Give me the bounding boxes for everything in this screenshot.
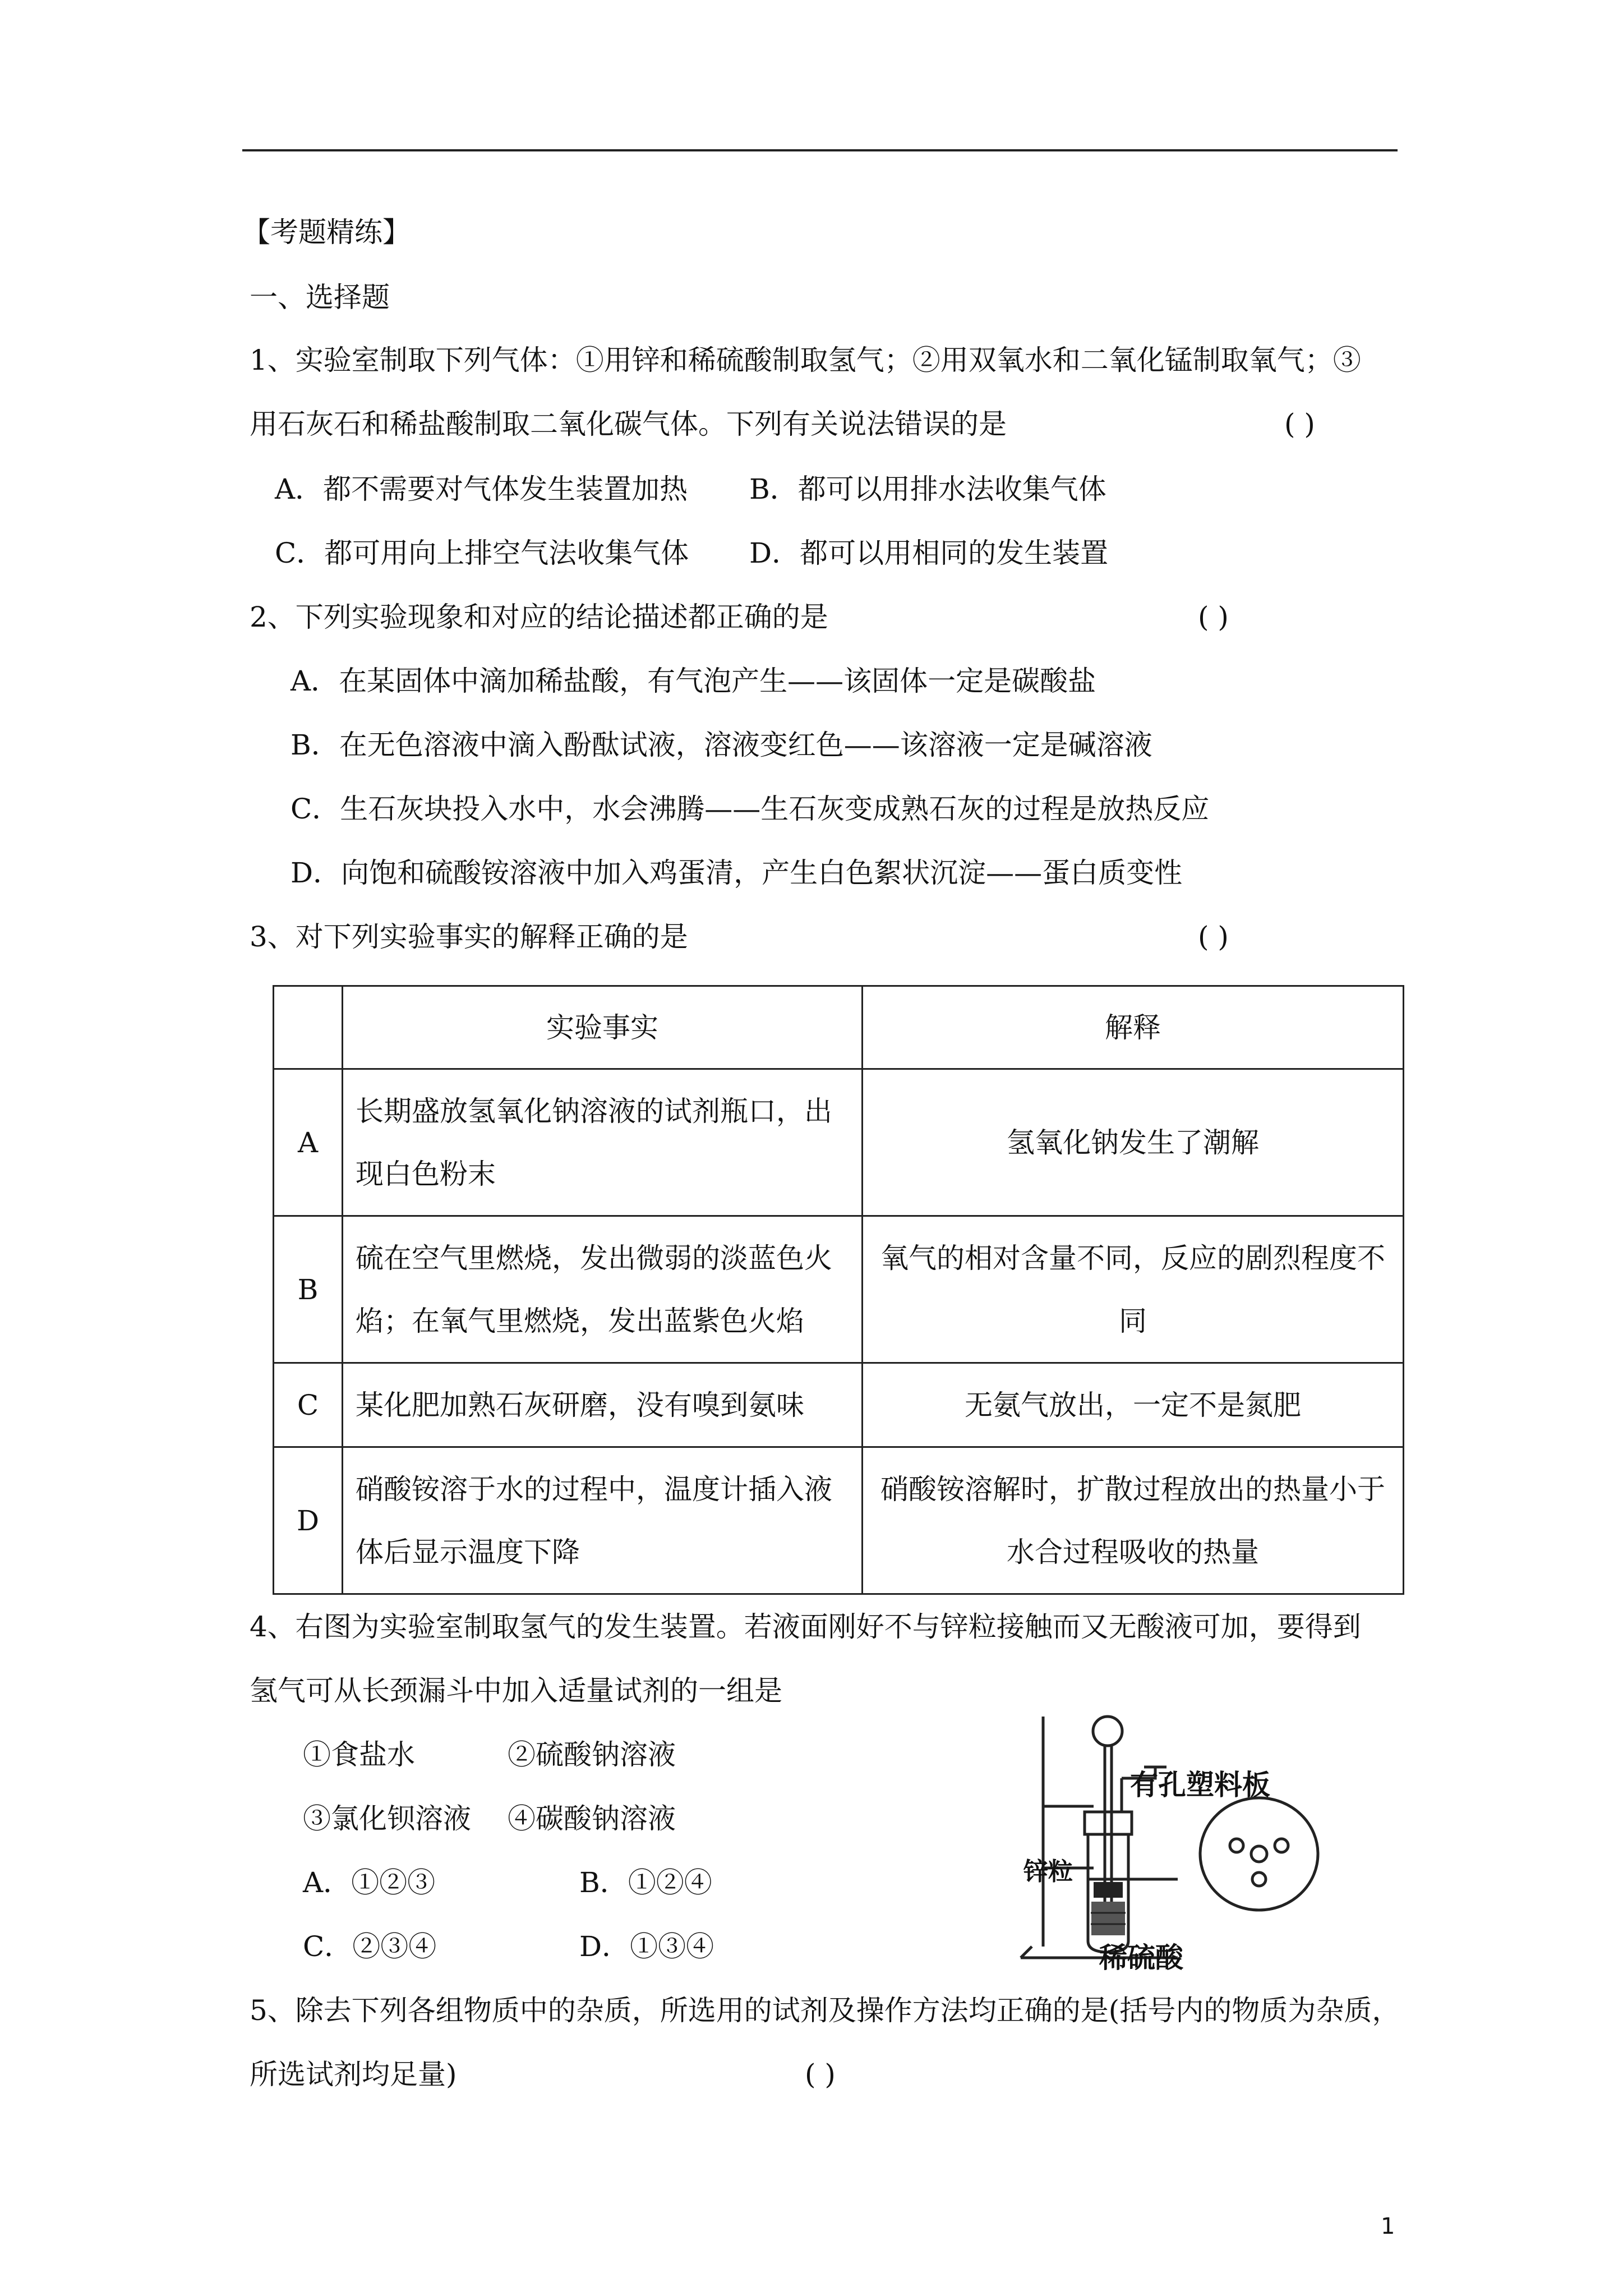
fact-cell xyxy=(343,1069,863,1216)
fact-line: 焰；在氧气里燃烧，发出蓝紫色火焰 xyxy=(356,1304,804,1337)
row-label: D xyxy=(274,1447,343,1594)
q1-option-a: A．都不需要对气体发生装置加热 xyxy=(275,473,688,505)
q3-bracket: ( ) xyxy=(1198,921,1229,953)
explanation-cell xyxy=(863,1447,1404,1594)
q2-bracket: ( ) xyxy=(1198,601,1229,633)
table-header-cell xyxy=(274,986,343,1069)
q3-table xyxy=(273,985,1404,1595)
q4-line1: 4、右图为实验室制取氢气的发生装置。若液面刚好不与锌粒接触而又无酸液可加，要得到 xyxy=(250,1611,1361,1643)
page-number: 1 xyxy=(1381,2214,1395,2239)
table-row xyxy=(274,1363,1404,1447)
fact-cell xyxy=(343,1216,863,1363)
q4-option-d: D．①③④ xyxy=(579,1930,714,1963)
explanation-line: 氧气的相对含量不同，反应的剧烈程度不 xyxy=(880,1241,1385,1274)
q1-option-d: D．都可以用相同的发生装置 xyxy=(749,537,1109,569)
explanation-line: 同 xyxy=(1119,1304,1147,1337)
q2-option-b: B．在无色溶液中滴入酚酞试液，溶液变红色——该溶液一定是碱溶液 xyxy=(291,729,1152,761)
table-header-row xyxy=(274,986,1404,1069)
table-row xyxy=(274,1447,1404,1594)
q2-option-a: A．在某固体中滴加稀盐酸，有气泡产生——该固体一定是碳酸盐 xyxy=(291,665,1096,697)
q2-option-d: D．向饱和硫酸铵溶液中加入鸡蛋清，产生白色絮状沉淀——蛋白质变性 xyxy=(291,857,1183,889)
explanation-line: 氢氧化钠发生了潮解 xyxy=(1007,1126,1259,1159)
fact-line: 现白色粉末 xyxy=(356,1157,496,1190)
q5-line1: 5、除去下列各组物质中的杂质，所选用的试剂及操作方法均正确的是(括号内的物质为杂质， xyxy=(250,1994,1400,2027)
q4-item-2: ②硫酸钠溶液 xyxy=(508,1738,676,1771)
fact-cell xyxy=(343,1447,863,1594)
explanation-cell: 无氨气放出，一定不是氮肥 xyxy=(863,1363,1404,1447)
row-label: B xyxy=(274,1216,343,1363)
label-zinc: 锌粒 xyxy=(1023,1857,1073,1886)
part-title: 一、选择题 xyxy=(250,281,390,314)
table-header-cell: 解释 xyxy=(863,986,1404,1069)
q4-option-c: C．②③④ xyxy=(303,1930,437,1963)
row-label: C xyxy=(274,1363,343,1447)
table-row xyxy=(274,1216,1404,1363)
header-rule xyxy=(242,149,1398,151)
label-dilute-sulfuric-acid: 稀硫酸 xyxy=(1099,1941,1183,1974)
q4-option-b: B．①②④ xyxy=(579,1866,712,1899)
q2-stem: 2、下列实验现象和对应的结论描述都正确的是 xyxy=(250,601,828,633)
hydrogen-apparatus-figure xyxy=(1009,1711,1346,1975)
q4-item-4: ④碳酸钠溶液 xyxy=(508,1802,676,1835)
section-title: 【考题精练】 xyxy=(242,216,411,249)
row-label: A xyxy=(274,1069,343,1216)
q1-option-c: C．都可用向上排空气法收集气体 xyxy=(275,537,689,569)
fact-cell: 某化肥加熟石灰研磨，没有嗅到氨味 xyxy=(343,1363,863,1447)
q1-option-b: B．都可以用排水法收集气体 xyxy=(749,473,1106,505)
fact-line: 硫在空气里燃烧，发出微弱的淡蓝色火 xyxy=(356,1241,832,1274)
fact-line: 长期盛放氢氧化钠溶液的试剂瓶口，出 xyxy=(356,1094,832,1128)
explanation-line: 硝酸铵溶解时，扩散过程放出的热量小于 xyxy=(880,1473,1385,1506)
fact-line: 体后显示温度下降 xyxy=(356,1535,580,1568)
q5-bracket: ( ) xyxy=(805,2058,836,2091)
q5-line2: 所选试剂均足量) xyxy=(250,2058,457,2091)
explanation-cell xyxy=(863,1216,1404,1363)
q2-option-c: C．生石灰块投入水中，水会沸腾——生石灰变成熟石灰的过程是放热反应 xyxy=(291,793,1210,825)
table-header-cell: 实验事实 xyxy=(343,986,863,1069)
q4-option-a: A．①②③ xyxy=(303,1866,436,1899)
q4-item-1: ①食盐水 xyxy=(303,1738,415,1771)
q4-item-3: ③氯化钡溶液 xyxy=(303,1802,471,1835)
q3-stem: 3、对下列实验事实的解释正确的是 xyxy=(250,921,688,953)
explanation-line: 水合过程吸收的热量 xyxy=(1007,1535,1259,1568)
q1-line1: 1、实验室制取下列气体：①用锌和稀硫酸制取氢气；②用双氧水和二氧化锰制取氧气；③ xyxy=(250,344,1361,376)
q4-line2: 氢气可从长颈漏斗中加入适量试剂的一组是 xyxy=(250,1674,782,1707)
q1-line2: 用石灰石和稀盐酸制取二氧化碳气体。下列有关说法错误的是 xyxy=(250,408,1007,440)
explanation-cell xyxy=(863,1069,1404,1216)
q1-bracket: ( ) xyxy=(1284,408,1315,440)
fact-line: 硝酸铵溶于水的过程中，温度计插入液 xyxy=(356,1473,832,1506)
label-perforated-board: 有孔塑料板 xyxy=(1130,1769,1270,1801)
table-row xyxy=(274,1069,1404,1216)
